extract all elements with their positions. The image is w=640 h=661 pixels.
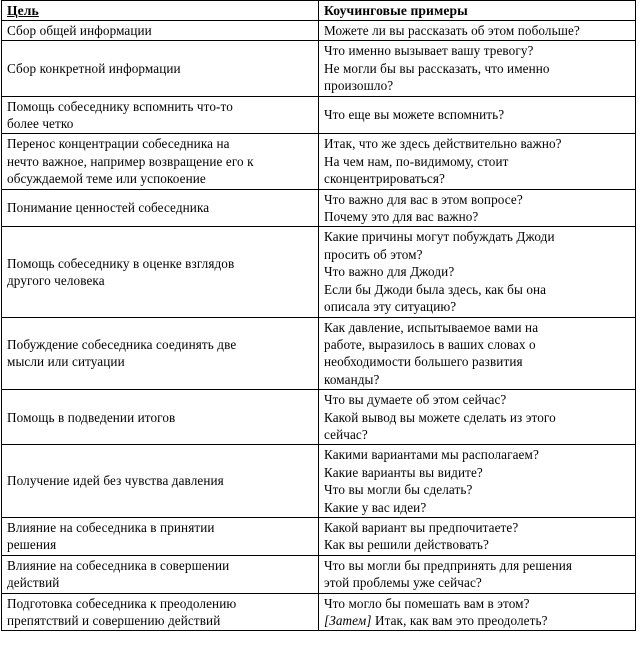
table-header-row (2, 1, 636, 21)
text-line: решения (7, 537, 57, 553)
text-line: другого человека (7, 272, 105, 288)
text-line: этой проблемы уже сейчас? (324, 575, 482, 591)
text-line: Почему это для вас важно? (324, 209, 479, 225)
text-line: нечто важное, например возвращение его к (7, 153, 254, 169)
cell-coaching-examples (319, 517, 636, 555)
text-line: Сбор общей информации (7, 23, 152, 38)
column-header-goal (2, 1, 319, 21)
table-row (2, 555, 636, 593)
text-line-rest: Итак, как вам это преодолеть? (371, 613, 548, 628)
table-row (2, 227, 636, 317)
text-line: Побуждение собеседника соединять две (7, 336, 237, 352)
cell-coaching-examples (319, 134, 636, 189)
text-line: описала эту ситуацию? (324, 299, 457, 315)
column-header-examples-label: Коучинговые примеры (324, 2, 468, 18)
text-line: Сбор конкретной информации (7, 60, 181, 76)
table-body (2, 21, 636, 631)
table-row (2, 593, 636, 631)
text-line: Что именно вызывает вашу тревогу? (324, 43, 534, 59)
text-line: более четко (7, 116, 74, 132)
text-line: просить об этом? (324, 246, 423, 262)
text-line: Что еще вы можете вспомнить? (324, 107, 505, 123)
cell-goal (2, 96, 319, 134)
text-line: Как вы решили действовать? (324, 537, 489, 553)
cell-coaching-examples (319, 317, 636, 390)
text-line: Получение идей без чувства давления (7, 473, 224, 489)
text-line: Не могли бы вы рассказать, что именно (324, 60, 550, 76)
table-row (2, 189, 636, 227)
cell-coaching-examples (319, 21, 636, 41)
text-line: действий (7, 575, 60, 591)
text-line (324, 612, 635, 629)
text-line: Подготовка собеседника к преодолению (7, 595, 237, 611)
text-line: Какие причины могут побуждать Джоди (324, 229, 555, 245)
cell-goal (2, 555, 319, 593)
text-line: Какой вывод вы можете сделать из этого (324, 409, 556, 425)
text-line: Понимание ценностей собеседника (7, 200, 210, 216)
table-row (2, 41, 636, 96)
cell-coaching-examples (319, 593, 636, 631)
cell-coaching-examples (319, 96, 636, 134)
text-line: Влияние на собеседника в принятии (7, 519, 215, 535)
text-line: работе, выразилось в ваших словах о (324, 336, 536, 352)
cell-goal (2, 517, 319, 555)
text-line: Помощь в подведении итогов (7, 409, 176, 425)
text-line: Если бы Джоди была здесь, как бы она (324, 281, 547, 297)
cell-coaching-examples (319, 390, 636, 445)
text-line: обсуждаемой теме или успокоение (7, 171, 206, 187)
cell-goal (2, 41, 319, 96)
text-line: необходимости большего развития (324, 354, 523, 370)
table-header (2, 1, 636, 21)
text-line: Перенос концентрации собеседника на (7, 136, 230, 152)
text-line: Помощь собеседнику в оценке взглядов (7, 255, 235, 271)
text-line: Влияние на собеседника в совершении (7, 557, 230, 573)
text-line: сейчас? (324, 426, 368, 442)
cell-goal (2, 227, 319, 317)
text-line: Какие у вас идеи? (324, 499, 427, 515)
text-line: Что важно для вас в этом вопросе? (324, 191, 523, 207)
text-line: Что могло бы помешать вам в этом? (324, 595, 530, 611)
cell-coaching-examples (319, 41, 636, 96)
text-line: Помощь собеседнику вспомнить что-то (7, 98, 233, 114)
text-line: препятствий и совершению действий (7, 613, 221, 628)
text-line: Какими вариантами мы располагаем? (324, 447, 539, 463)
italic-cue-tag: [Затем] (324, 613, 372, 628)
cell-goal (2, 317, 319, 390)
text-line: На чем нам, по-видимому, стоит (324, 153, 509, 169)
cell-goal (2, 445, 319, 518)
text-line: сконцентрироваться? (324, 171, 445, 187)
cell-goal (2, 134, 319, 189)
text-line: Как давление, испытываемое вами на (324, 319, 539, 335)
table-row (2, 390, 636, 445)
text-line: Какие варианты вы видите? (324, 464, 483, 480)
column-header-examples (319, 1, 636, 21)
text-line: произошло? (324, 78, 394, 94)
text-line: Можете ли вы рассказать об этом побольше? (324, 23, 580, 38)
cell-goal (2, 593, 319, 631)
cell-coaching-examples (319, 227, 636, 317)
table-row (2, 517, 636, 555)
cell-goal (2, 390, 319, 445)
cell-coaching-examples (319, 189, 636, 227)
table-row (2, 317, 636, 390)
text-line: команды? (324, 371, 380, 387)
coaching-questions-table (1, 0, 636, 631)
text-line: мысли или ситуации (7, 354, 125, 370)
text-line: Что вы могли бы сделать? (324, 482, 473, 498)
column-header-goal-label: Цель (7, 2, 39, 18)
text-line: Какой вариант вы предпочитаете? (324, 519, 519, 535)
cell-goal (2, 21, 319, 41)
cell-goal (2, 189, 319, 227)
table-row (2, 21, 636, 41)
table-row (2, 445, 636, 518)
table-row (2, 96, 636, 134)
text-line: Что важно для Джоди? (324, 264, 455, 280)
text-line: Что вы могли бы предпринять для решения (324, 557, 573, 573)
table-row (2, 134, 636, 189)
cell-coaching-examples (319, 445, 636, 518)
cell-coaching-examples (319, 555, 636, 593)
text-line: Итак, что же здесь действительно важно? (324, 136, 562, 152)
text-line: Что вы думаете об этом сейчас? (324, 392, 507, 408)
